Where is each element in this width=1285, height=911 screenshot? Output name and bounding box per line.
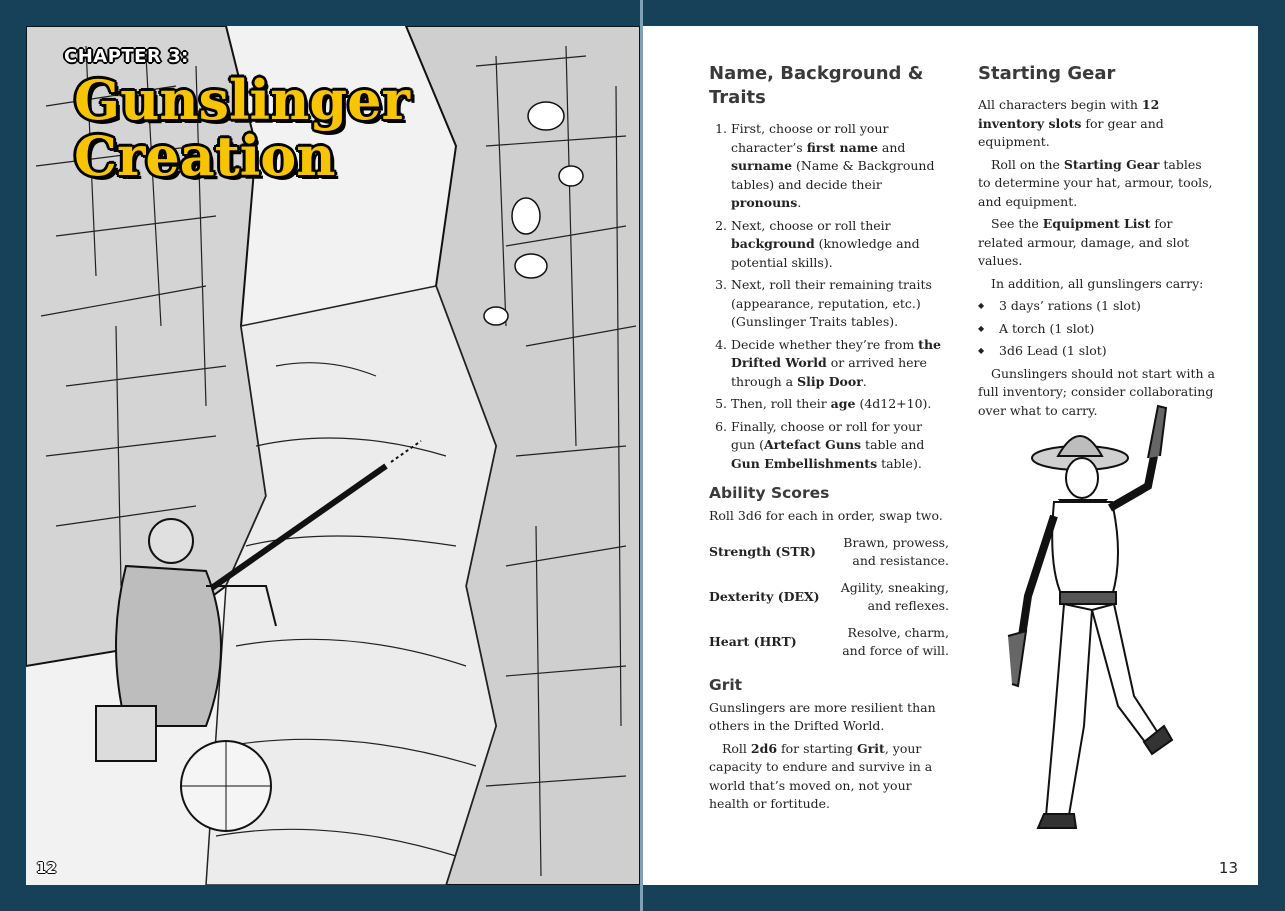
text-run: Roll <box>722 740 751 756</box>
bold-term: Artefact Guns <box>763 437 862 452</box>
bold-term: first name <box>806 139 878 155</box>
text-run: table). <box>877 455 922 471</box>
chapter-title: Gunslinger Creation <box>74 68 410 188</box>
bold-term: 12 inventory slots <box>978 97 1160 131</box>
bold-term: Equipment List <box>1042 216 1151 231</box>
ability-desc: Agility, sneaking, and reflexes. <box>840 579 949 613</box>
ability-name: Heart (HRT) <box>709 633 797 649</box>
bold-term: Slip Door <box>797 373 863 389</box>
left-column <box>709 62 949 818</box>
creation-step <box>731 120 949 213</box>
ability-row <box>709 579 949 616</box>
ability-name: Strength (STR) <box>709 543 816 559</box>
ability-row <box>709 534 949 571</box>
gear-paragraph <box>978 215 1216 271</box>
bold-term: Starting Gear <box>1063 156 1160 172</box>
text-run: Roll on the <box>991 156 1064 172</box>
gear-items-list <box>978 297 1216 361</box>
creation-step <box>731 418 949 474</box>
text-run: (Name & Background tables) and decide their <box>731 158 935 192</box>
gunslinger-illustration <box>988 396 1218 846</box>
gear-item: ◆ 3 days’ rations (1 slot) <box>978 297 1216 316</box>
gear-item: ◆ 3d6 Lead (1 slot) <box>978 342 1216 361</box>
creation-step <box>731 276 949 332</box>
bold-term: pronouns <box>731 195 798 210</box>
ability-row <box>709 624 949 661</box>
gear-paragraph <box>978 156 1216 212</box>
chapter-label: CHAPTER 3: <box>64 46 189 67</box>
gear-paragraph <box>978 96 1216 152</box>
name-background-heading: Name, Background & Traits <box>709 63 924 108</box>
text-run: (knowledge and potential skills). <box>731 236 920 270</box>
bold-term: age <box>830 396 856 411</box>
text-run: All characters begin with <box>978 97 1142 112</box>
text-run: , your capacity to endure and survive in a world that’s moved on, not your health or fortitude. <box>709 740 933 811</box>
page-number-right: 13 <box>1218 859 1238 877</box>
text-run: . <box>862 373 867 389</box>
ability-scores-intro: Roll 3d6 for each in order, swap two. <box>709 508 943 523</box>
text-run: Gunslingers should not start with a full inventory; consider collaborating over what to carry. <box>978 365 1215 418</box>
grit-paragraph <box>709 699 949 736</box>
creation-steps-list <box>709 120 949 473</box>
creation-step <box>731 217 949 273</box>
text-run: or arrived here through a <box>731 355 927 389</box>
right-page <box>643 26 1258 885</box>
gear-item: ◆ A torch (1 slot) <box>978 320 1216 339</box>
text-run: tables to determine your hat, armour, tools, and equipment. <box>978 156 1213 209</box>
text-run: First, choose or roll your character’s <box>731 121 889 155</box>
ability-desc: Brawn, prowess, and resistance. <box>843 534 949 568</box>
text-run: for related armour, damage, and slot values. <box>978 216 1190 268</box>
right-column <box>978 62 1216 424</box>
text-run: for starting <box>777 740 858 756</box>
text-run: Next, roll their remaining traits (appearance, reputation, etc.) (Gunslinger Traits tables). <box>731 277 932 329</box>
text-run: See the <box>991 216 1043 231</box>
bold-term: surname <box>731 158 793 173</box>
bold-term: 2d6 <box>750 740 778 756</box>
text-run: Finally, choose or roll for your gun ( <box>731 418 923 452</box>
bold-term: Grit <box>857 740 885 756</box>
starting-gear-heading: Starting Gear <box>978 63 1116 84</box>
ability-scores-heading: Ability Scores <box>709 484 830 502</box>
bold-term: Gun Embellishments <box>731 455 878 471</box>
text-run: Gunslingers are more resilient than others in the Drifted World. <box>709 699 936 733</box>
creation-step <box>731 395 949 414</box>
bold-term: the Drifted World <box>731 336 941 370</box>
text-run: for gear and equipment. <box>978 115 1164 149</box>
grit-paragraph <box>709 740 949 814</box>
gear-paragraph <box>978 275 1216 294</box>
ability-desc: Resolve, charm, and force of will. <box>842 624 949 658</box>
creation-step <box>731 336 949 392</box>
text-run: Next, choose or roll their <box>731 217 891 233</box>
ability-name: Dexterity (DEX) <box>709 588 820 604</box>
page-number-left: 12 <box>36 859 57 877</box>
text-run: Decide whether they’re from <box>731 336 919 352</box>
grit-heading: Grit <box>709 675 743 694</box>
text-run: and <box>877 139 906 155</box>
bold-term: background <box>731 236 815 251</box>
left-page <box>26 26 640 885</box>
text-run: . <box>797 195 802 210</box>
text-run: In addition, all gunslingers carry: <box>991 275 1204 291</box>
text-run: table and <box>861 437 925 452</box>
text-run: (4d12+10). <box>855 396 932 411</box>
text-run: Then, roll their <box>731 396 831 411</box>
